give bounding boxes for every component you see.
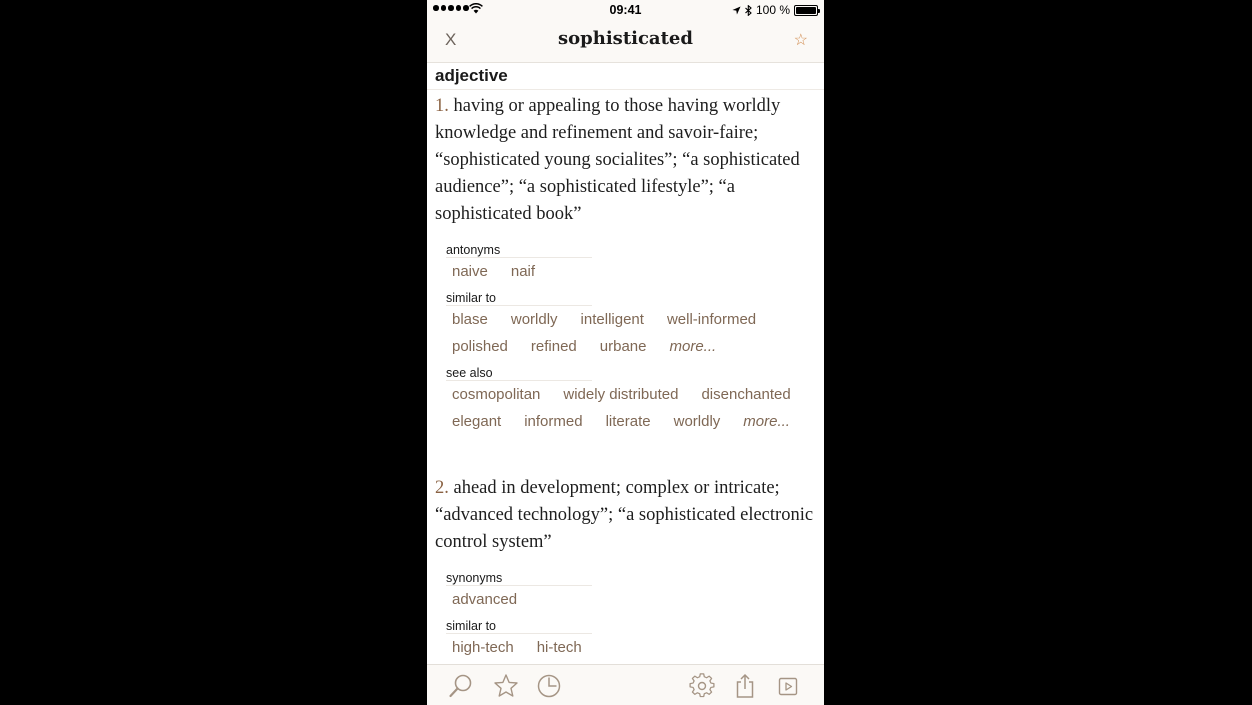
navigation-header (427, 20, 824, 63)
part-of-speech: adjective (435, 66, 508, 85)
word-link[interactable]: naive (452, 263, 488, 280)
share-icon[interactable] (732, 673, 758, 699)
phone-screen (427, 0, 824, 705)
word-link[interactable]: informed (524, 413, 583, 430)
group-label: similar to (446, 618, 592, 634)
sense-1-definition (435, 93, 820, 228)
page-title: sophisticated (558, 28, 693, 49)
battery-percent: 100 % (755, 3, 790, 17)
sense-2-similar-to (446, 618, 811, 661)
word-link[interactable]: elegant (452, 413, 502, 430)
status-bar (427, 0, 824, 20)
word-link[interactable]: blase (452, 311, 488, 328)
word-link[interactable]: urbane (599, 338, 647, 355)
sense-2-synonyms (446, 570, 811, 613)
group-label: synonyms (446, 570, 592, 586)
search-icon[interactable] (448, 673, 474, 699)
more-link[interactable]: more... (669, 338, 717, 355)
sense-number: 1. (435, 96, 449, 116)
divider (427, 89, 824, 90)
close-button[interactable]: X (445, 30, 457, 49)
definition-content[interactable] (427, 63, 824, 664)
group-label: see also (446, 365, 592, 381)
play-icon[interactable] (775, 673, 801, 699)
sense-number: 2. (435, 478, 449, 498)
sense-1-antonyms (446, 242, 811, 285)
bluetooth-icon (745, 5, 752, 16)
sense-text: having or appealing to those having worldly knowledge and refinement and savoir-faire; “sophisticated young socialites”; “a sophisticated audience”; “a sophisticated lifestyle”; “a sophisticated book” (435, 96, 800, 224)
word-link[interactable]: cosmopolitan (452, 386, 541, 403)
word-link[interactable]: disenchanted (701, 386, 791, 403)
word-link[interactable]: literate (605, 413, 651, 430)
sense-2-definition (435, 475, 820, 556)
sense-1-see-also (446, 365, 811, 435)
more-link[interactable]: more... (743, 413, 790, 430)
word-link[interactable]: worldly (510, 311, 558, 328)
favorite-star-icon[interactable]: ☆ (793, 32, 808, 49)
battery-icon (794, 5, 818, 16)
word-link[interactable]: hi-tech (536, 639, 582, 656)
location-arrow-icon (732, 6, 741, 15)
word-link[interactable]: high-tech (452, 639, 514, 656)
group-label: similar to (446, 290, 592, 306)
word-link[interactable]: worldly (673, 413, 721, 430)
word-link[interactable]: well-informed (666, 311, 757, 328)
sense-text: ahead in development; complex or intricate; “advanced technology”; “a sophisticated electronic control system” (435, 478, 814, 552)
word-link[interactable]: naif (510, 263, 536, 280)
word-link[interactable]: polished (452, 338, 508, 355)
word-link[interactable]: refined (530, 338, 577, 355)
settings-gear-icon[interactable] (689, 673, 715, 699)
bottom-toolbar (427, 664, 824, 705)
history-clock-icon[interactable] (536, 673, 562, 699)
status-time: 09:41 (609, 3, 642, 17)
group-label: antonyms (446, 242, 592, 258)
word-link[interactable]: widely distributed (563, 386, 679, 403)
word-link[interactable]: intelligent (580, 311, 644, 328)
sense-1-similar-to (446, 290, 811, 360)
word-link[interactable]: advanced (452, 591, 518, 608)
favorites-star-icon[interactable] (493, 673, 519, 699)
